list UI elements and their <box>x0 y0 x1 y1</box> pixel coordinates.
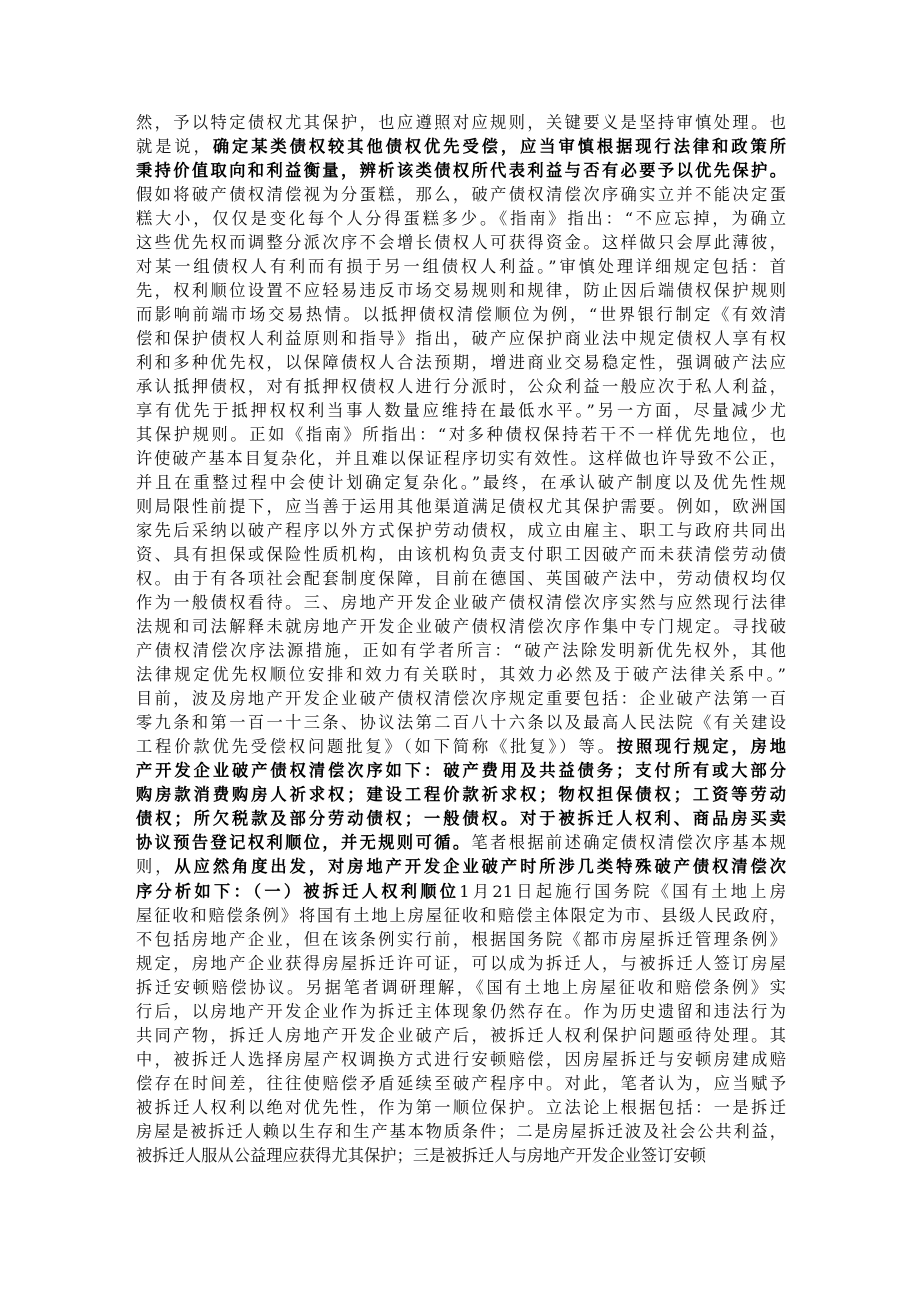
text-line <box>136 855 786 879</box>
bold-text-segment: 购房款消费购房人祈求权；建设工程价款祈求权；物权担保债权；工资等劳动 <box>136 785 786 805</box>
text-segment: 共同产物，拆迁人房地产开发企业破产后，被拆迁人权利保护问题亟待处理。其 <box>136 1025 786 1045</box>
text-line <box>136 831 786 855</box>
text-line <box>136 231 786 255</box>
text-line <box>136 807 786 831</box>
text-line <box>136 351 786 375</box>
text-line <box>136 1000 786 1024</box>
text-line <box>136 783 786 807</box>
text-line <box>136 928 786 952</box>
text-line <box>136 976 786 1000</box>
text-segment: 许使破产基本目复杂化，并且难以保证程序切实有效性。这样做也许导致不公正， <box>136 449 786 469</box>
text-segment: 利和多种优先权，以保障债权人合法预期，增进商业交易稳定性，强调破产法应 <box>136 353 786 373</box>
text-segment: 这些优先权而调整分派次序不会增长债权人可获得资金。这样做只会厚此薄彼， <box>136 233 786 253</box>
text-segment: 则， <box>136 857 175 877</box>
text-segment: 对某一组债权人有利而有损于另一组债权人利益。”审慎处理详细规定包括：首 <box>136 257 786 277</box>
bold-text-segment: 从应然角度出发，对房地产开发企业破产时所涉几类特殊破产债权清偿次 <box>174 857 786 877</box>
text-line <box>136 423 786 447</box>
text-line <box>136 255 786 279</box>
text-segment: 规定，房地产企业获得房屋拆迁许可证，可以成为拆迁人，与被拆迁人签订房屋 <box>136 953 786 973</box>
text-segment: 笔者根据前述确定债权清偿次序基本规 <box>471 833 786 853</box>
text-segment: 法规和司法解释未就房地产开发企业破产债权清偿次序作集中专门规定。寻找破 <box>136 617 786 637</box>
text-segment: 假如将破产债权清偿视为分蛋糕，那么，破产债权清偿次序确实立并不能决定蛋 <box>136 185 786 205</box>
body-text <box>136 111 786 1168</box>
text-segment: 不包括房地产企业，但在该条例实行前，根据国务院《都市房屋拆迁管理条例》 <box>136 929 786 949</box>
text-line <box>136 567 786 591</box>
text-segment: 享有优先于抵押权权利当事人数量应维持在最低水平。”另一方面，尽量减少尤 <box>136 401 786 421</box>
text-line <box>136 135 786 159</box>
text-line <box>136 111 786 135</box>
text-line <box>136 663 786 687</box>
text-line <box>136 1096 786 1120</box>
text-segment: 中，被拆迁人选择房屋产权调换方式进行安顿赔偿，因房屋拆迁与安顿房建成赔 <box>136 1049 786 1069</box>
text-segment: 然，予以特定债权尤其保护，也应遵照对应规则，关键要义是坚持审慎处理。也 <box>136 113 786 132</box>
text-segment: 作为一般债权看待。三、房地产开发企业破产债权清偿次序实然与应然现行法律 <box>136 593 786 613</box>
text-segment: 承认抵押债权，对有抵押权债权人进行分派时，公众利益一般应次于私人利益， <box>136 377 786 397</box>
text-line <box>136 519 786 543</box>
text-line <box>136 399 786 423</box>
text-line <box>136 904 786 928</box>
bold-text-segment: 秉持价值取向和利益衡量，辨析该类债权所代表利益与否有必要予以优先保护。 <box>136 161 786 181</box>
text-line <box>136 639 786 663</box>
text-segment: 屋征收和赔偿条例》将国有土地上房屋征收和赔偿主体限定为市、县级人民政府， <box>136 905 786 925</box>
text-line <box>136 880 786 904</box>
text-segment: 偿和保护债权人利益原则和指导》指出，破产应保护商业法中规定债权人享有权 <box>136 329 786 349</box>
bold-text-segment: 序分析如下：（一）被拆迁人权利顺位 <box>136 881 460 901</box>
text-segment: 权。由于有各项社会配套制度保障，目前在德国、英国破产法中，劳动债权均仅 <box>136 569 786 589</box>
text-segment: 而影响前端市场交易热情。以抵押债权清偿顺位为例，“世界银行制定《有效清 <box>136 305 786 325</box>
text-segment: 就是说， <box>136 137 213 157</box>
text-segment: 其保护规则。正如《指南》所指出：“对多种债权保持若干不一样优先地位，也 <box>136 425 786 445</box>
text-segment: 被拆迁人服从公益理应获得尤其保护；三是被拆迁人与房地产开发企业签订安顿 <box>136 1145 707 1165</box>
text-line <box>136 447 786 471</box>
text-line <box>136 591 786 615</box>
text-segment: 偿存在时间差，往往使赔偿矛盾延续至破产程序中。对此，笔者认为，应当赋予 <box>136 1073 786 1093</box>
text-segment: 先，权利顺位设置不应轻易违反市场交易规则和规律，防止因后端债权保护规则 <box>136 281 786 301</box>
text-segment: 则局限性前提下，应当善于运用其他渠道满足债权尤其保护需要。例如，欧洲国 <box>136 497 786 517</box>
text-line <box>136 543 786 567</box>
text-line <box>136 952 786 976</box>
text-segment: 拆迁安顿赔偿协议。另据笔者调研理解，《国有土地上房屋征收和赔偿条例》实 <box>136 977 786 997</box>
text-line <box>136 159 786 183</box>
text-segment: 房屋是被拆迁人赖以生存和生产基本物质条件；二是房屋拆迁波及社会公共利益， <box>136 1121 786 1141</box>
bold-text-segment: 产开发企业破产债权清偿次序如下：破产费用及共益债务；支付所有或大部分 <box>136 761 786 781</box>
text-segment: 1月21日起施行国务院《国有土地上房 <box>459 881 786 901</box>
text-segment: 糕大小，仅仅是变化每个人分得蛋糕多少。《指南》指出：“不应忘掉，为确立 <box>136 209 786 229</box>
text-line <box>136 1072 786 1096</box>
text-line <box>136 1024 786 1048</box>
bold-text-segment: 债权；所欠税款及部分劳动债权；一般债权。对于被拆迁人权利、商品房买卖 <box>136 809 786 829</box>
text-line <box>136 303 786 327</box>
bold-text-segment: 协议预告登记权利顺位，并无规则可循。 <box>136 833 472 853</box>
text-line <box>136 1048 786 1072</box>
text-segment: 目前，波及房地产开发企业破产债权清偿次序规定重要包括：企业破产法第一百 <box>136 689 786 709</box>
text-line <box>136 207 786 231</box>
text-line <box>136 495 786 519</box>
text-segment: 零九条和第一百一十三条、协议法第二百八十六条以及最高人民法院《有关建设 <box>136 713 786 733</box>
text-segment: 资、具有担保或保险性质机构，由该机构负责支付职工因破产而未获清偿劳动债 <box>136 545 786 565</box>
text-segment: 产债权清偿次序法源措施，正如有学者所言：“破产法除发明新优先权外，其他 <box>136 641 786 661</box>
text-segment: 法律规定优先权顺位安排和效力有关联时，其效力必然及于破产法律关系中。” <box>136 665 786 685</box>
text-line <box>136 615 786 639</box>
text-segment: 并且在重整过程中会使计划确定复杂化。”最终，在承认破产制度以及优先性规 <box>136 473 786 493</box>
bold-text-segment: 确定某类债权较其他债权优先受偿，应当审慎根据现行法律和政策所 <box>212 137 786 157</box>
text-line <box>136 279 786 303</box>
text-line <box>136 471 786 495</box>
text-segment: 工程价款优先受偿权问题批复》（如下简称《批复》）等。 <box>136 737 617 757</box>
text-line <box>136 735 786 759</box>
text-line <box>136 1144 786 1168</box>
text-line <box>136 183 786 207</box>
text-line <box>136 711 786 735</box>
text-line <box>136 1120 786 1144</box>
text-line <box>136 759 786 783</box>
bold-text-segment: 按照现行规定，房地 <box>616 737 786 757</box>
text-segment: 行后，以房地产开发企业作为拆迁主体现象仍然存在。作为历史遗留和违法行为 <box>136 1001 786 1021</box>
text-line <box>136 327 786 351</box>
text-segment: 被拆迁人权利以绝对优先性，作为第一顺位保护。立法论上根据包括：一是拆迁 <box>136 1097 786 1117</box>
text-line <box>136 375 786 399</box>
text-segment: 家先后采纳以破产程序以外方式保护劳动债权，成立由雇主、职工与政府共同出 <box>136 521 786 541</box>
text-line <box>136 687 786 711</box>
